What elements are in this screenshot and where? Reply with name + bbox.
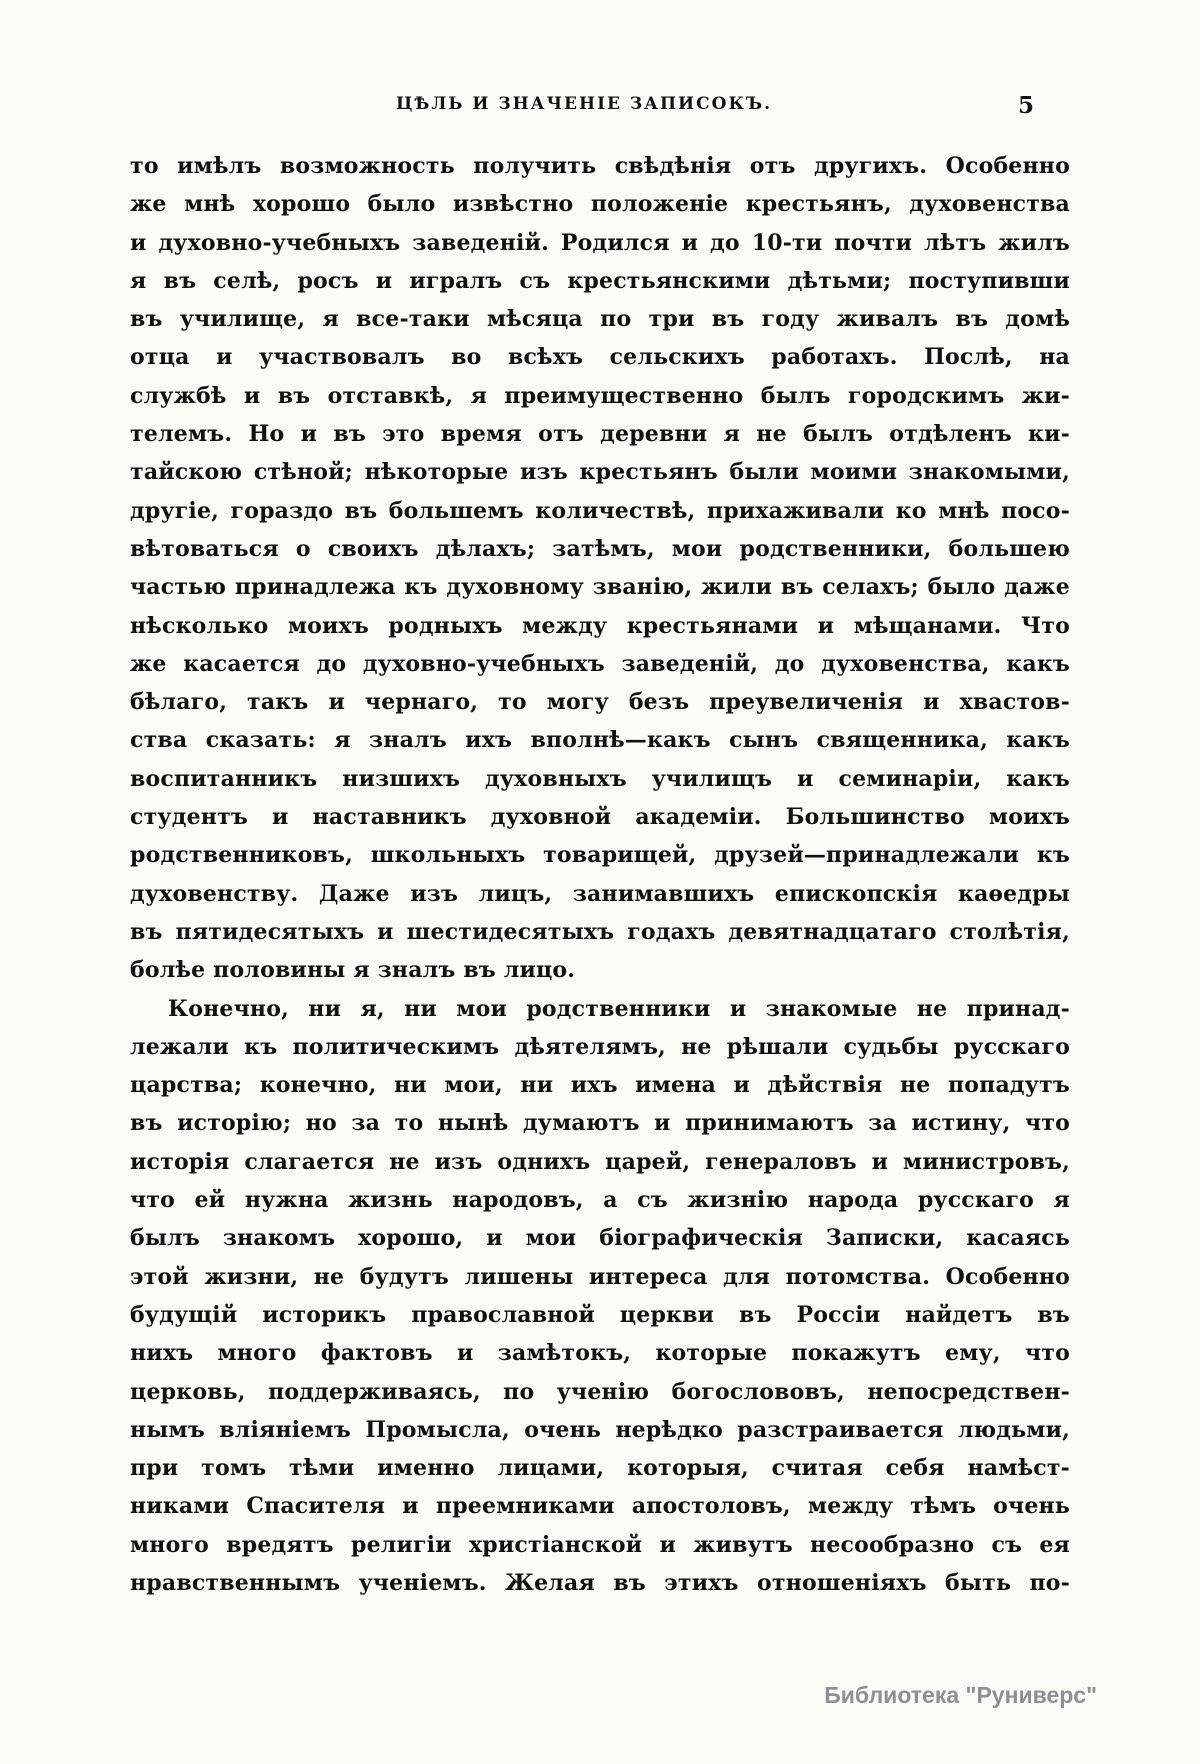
text-line: нравственнымъ ученіемъ. Желая въ этихъ отношеніяхъ быть по- xyxy=(130,1569,1070,1596)
text-line: этой жизни, не будутъ лишены интереса для потомства. Особенно xyxy=(130,1263,1070,1290)
text-line: телемъ. Но и въ это время отъ деревни я не былъ отдѣленъ ки- xyxy=(130,421,1070,448)
text-line: ства сказать: я зналъ ихъ вполнѣ—какъ сынъ священника, какъ xyxy=(130,727,1070,754)
body-text xyxy=(130,147,1070,1602)
text-line: же касается до духовно-учебныхъ заведеній, до духовенства, какъ xyxy=(130,650,1070,677)
text-line: службѣ и въ отставкѣ, я преимущественно былъ городскимъ жи- xyxy=(130,382,1070,409)
text-line: другіе, гораздо въ большемъ количествѣ, прихаживали ко мнѣ посо- xyxy=(130,497,1070,524)
text-line: то имѣлъ возможность получить свѣдѣнія отъ другихъ. Особенно xyxy=(130,153,1070,179)
text-line: что ей нужна жизнь народовъ, а съ жизнію народа русскаго я xyxy=(130,1187,1070,1214)
text-line: царства; конечно, ни мои, ни ихъ имена и дѣйствія не попадутъ xyxy=(130,1072,1070,1099)
text-line: въ исторію; но за то нынѣ думаютъ и принимаютъ за истину, что xyxy=(130,1110,1070,1137)
text-line: болѣе половины я зналъ въ лицо. xyxy=(130,957,576,984)
text-line: нѣсколько моихъ родныхъ между крестьянами и мѣщанами. Что xyxy=(130,612,1070,639)
text-line: исторія слагается не изъ однихъ царей, генераловъ и министровъ, xyxy=(130,1148,1070,1175)
text-line: духовенству. Даже изъ лицъ, занимавшихъ епископскія каѳедры xyxy=(130,880,1070,907)
text-line: тайскою стѣной; нѣкоторые изъ крестьянъ были моими знакомыми, xyxy=(130,459,1070,486)
text-line: былъ знакомъ хорошо, и мои біографическія Записки, касаясь xyxy=(130,1225,1070,1252)
text-line: никами Спасителя и преемниками апостоловъ, между тѣмъ очень xyxy=(130,1493,1070,1520)
text-line: въ пятидесятыхъ и шестидесятыхъ годахъ девятнадцатаго столѣтія, xyxy=(130,918,1070,945)
text-line: отца и участвовалъ во всѣхъ сельскихъ работахъ. Послѣ, на xyxy=(130,344,1070,371)
watermark: Библиотека "Руниверс" xyxy=(824,1682,1097,1708)
text-line: частью принадлежа къ духовному званію, жили въ селахъ; было даже xyxy=(130,574,1070,601)
text-line: нихъ много фактовъ и замѣтокъ, которые покажутъ ему, что xyxy=(130,1340,1070,1367)
running-title: ЦѢЛЬ И ЗНАЧЕНІЕ ЗАПИСОКЪ. xyxy=(396,94,773,114)
text-line: лежали къ политическимъ дѣятелямъ, не рѣшали судьбы русскаго xyxy=(130,1033,1070,1060)
text-line: при томъ тѣми именно лицами, которыя, считая себя намѣст- xyxy=(130,1455,1070,1482)
text-line: я въ селѣ, росъ и игралъ съ крестьянскими дѣтьми; поступивши xyxy=(130,267,1070,294)
text-line: вѣтоваться о своихъ дѣлахъ; затѣмъ, мои родственники, большею xyxy=(130,535,1070,562)
text-line: родственниковъ, школьныхъ товарищей, друзей—принадлежали къ xyxy=(130,842,1070,869)
text-line: бѣлаго, такъ и чернаго, то могу безъ преувеличенія и хвастов- xyxy=(130,689,1070,716)
text-line: же мнѣ хорошо было извѣстно положеніе крестьянъ, духовенства xyxy=(130,191,1070,218)
text-line: студентъ и наставникъ духовной академіи. Большинство моихъ xyxy=(130,804,1070,831)
text-line: много вредятъ религіи христіанской и живутъ несообразно съ ея xyxy=(130,1531,1070,1558)
text-line: будущій историкъ православной церкви въ Россіи найдетъ въ xyxy=(130,1301,1070,1328)
page-number: 5 xyxy=(1017,92,1034,119)
text-line: церковь, поддерживаясь, по ученію богослововъ, непосредствен- xyxy=(130,1378,1070,1405)
text-line: нымъ вліяніемъ Промысла, очень нерѣдко разстраивается людьми, xyxy=(130,1416,1070,1443)
page-header xyxy=(130,94,1070,128)
text-line: въ училище, я все-таки мѣсяца по три въ году живалъ въ домѣ xyxy=(130,306,1070,333)
text-line: Конечно, ни я, ни мои родственники и знакомые не принад- xyxy=(168,995,1070,1022)
text-line: воспитанникъ низшихъ духовныхъ училищъ и семинаріи, какъ xyxy=(130,765,1070,792)
text-line: и духовно-учебныхъ заведеній. Родился и до 10-ти почти лѣтъ жилъ xyxy=(130,229,1070,256)
